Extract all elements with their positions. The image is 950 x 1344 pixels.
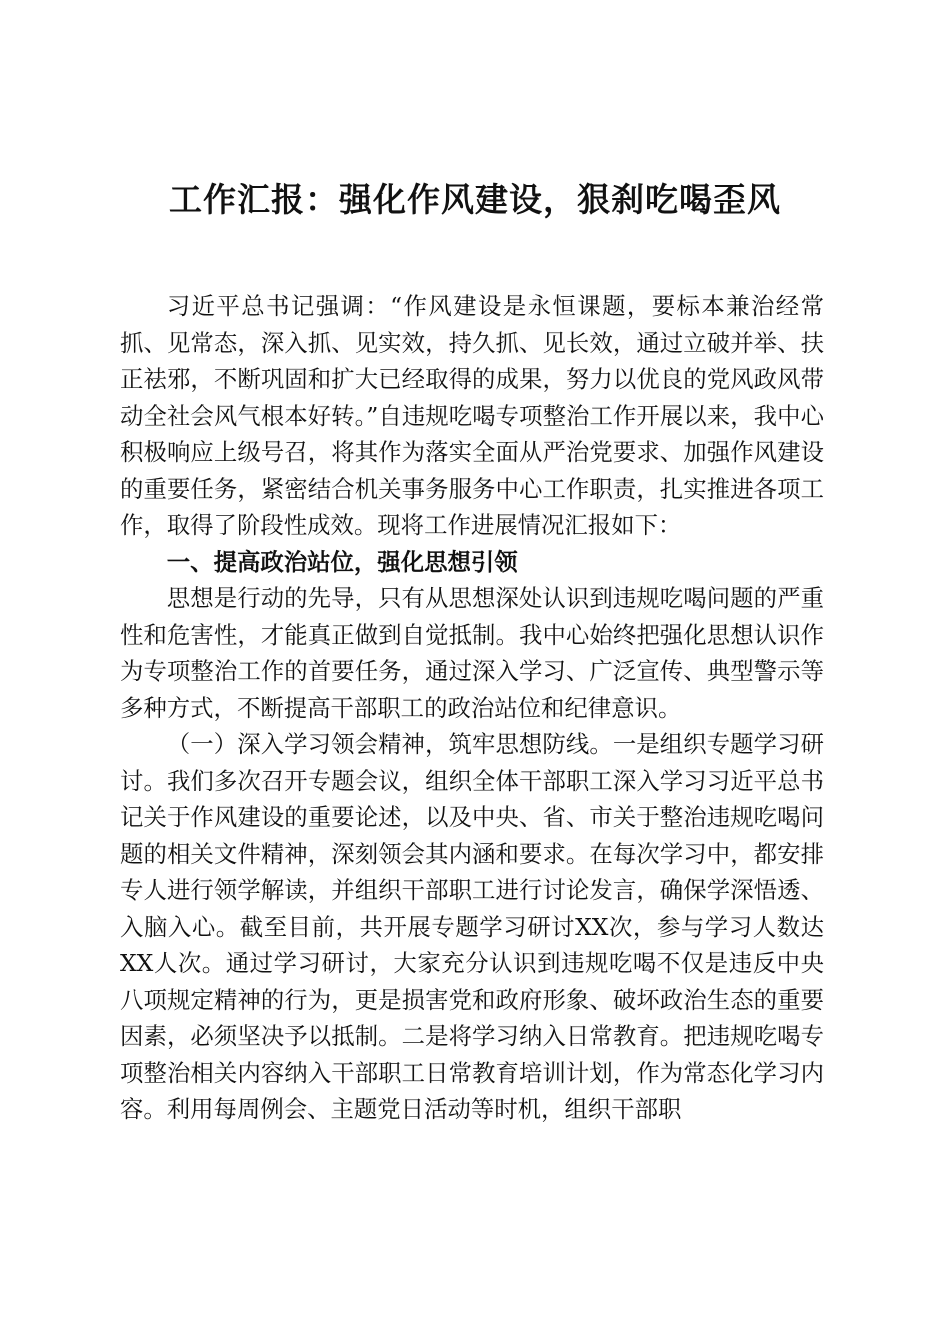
intro-paragraph: 习近平总书记强调：“作风建设是永恒课题，要标本兼治经常抓、见常态，深入抓、见实效，持久抓、见长效，通过立破并举、扶正祛邪，不断巩固和扩大已经取得的成果，努力以优良的党风政风带动全社会风气根本好转。”自违规吃喝专项整治工作开展以来，我中心积极响应上级号召，将其作为落实全面从严治党要求、加强作风建设的重要任务，紧密结合机关事务服务中心工作职责，扎实推进各项工作，取得了阶段性成效。现将工作进展情况汇报如下： <box>120 292 824 539</box>
subsection-1-body: 一是组织专题学习研讨。我们多次召开专题会议，组织全体干部职工深入学习习近平总书记关于作风建设的重要论述，以及中央、省、市关于整治违规吃喝问题的相关文件精神，深刻领会其内涵和要求。在每次学习中，都安排专人进行领学解读，并组织干部职工进行讨论发言，确保学深悟透、入脑入心。截至目前，共开展专题学习研讨XX次，参与学习人数达XX人次。通过学习研讨，大家充分认识到违规吃喝不仅是违反中央八项规定精神的行为，更是损害党和政府形象、破坏政治生态的重要因素，必须坚决予以抵制。二是将学习纳入日常教育。把违规吃喝专项整治相关内容纳入干部职工日常教育培训计划，作为常态化学习内容。利用每周例会、主题党日活动等时机，组织干部职 <box>120 730 824 1123</box>
document-title: 工作汇报：强化作风建设，狠刹吃喝歪风 <box>169 180 781 219</box>
section-1-paragraph: 思想是行动的先导，只有从思想深处认识到违规吃喝问题的严重性和危害性，才能真正做到自觉抵制。我中心始终把强化思想认识作为专项整治工作的首要任务，通过深入学习、广泛宣传、典型警示等多种方式，不断提高干部职工的政治站位和纪律意识。 <box>120 584 824 722</box>
subsection-1-paragraph <box>120 726 824 1128</box>
section-1-heading: 一、提高政治站位，强化思想引领 <box>166 547 518 576</box>
document-body <box>120 288 824 1128</box>
subsection-1-heading: （一）深入学习领会精神，筑牢思想防线。 <box>166 730 613 758</box>
